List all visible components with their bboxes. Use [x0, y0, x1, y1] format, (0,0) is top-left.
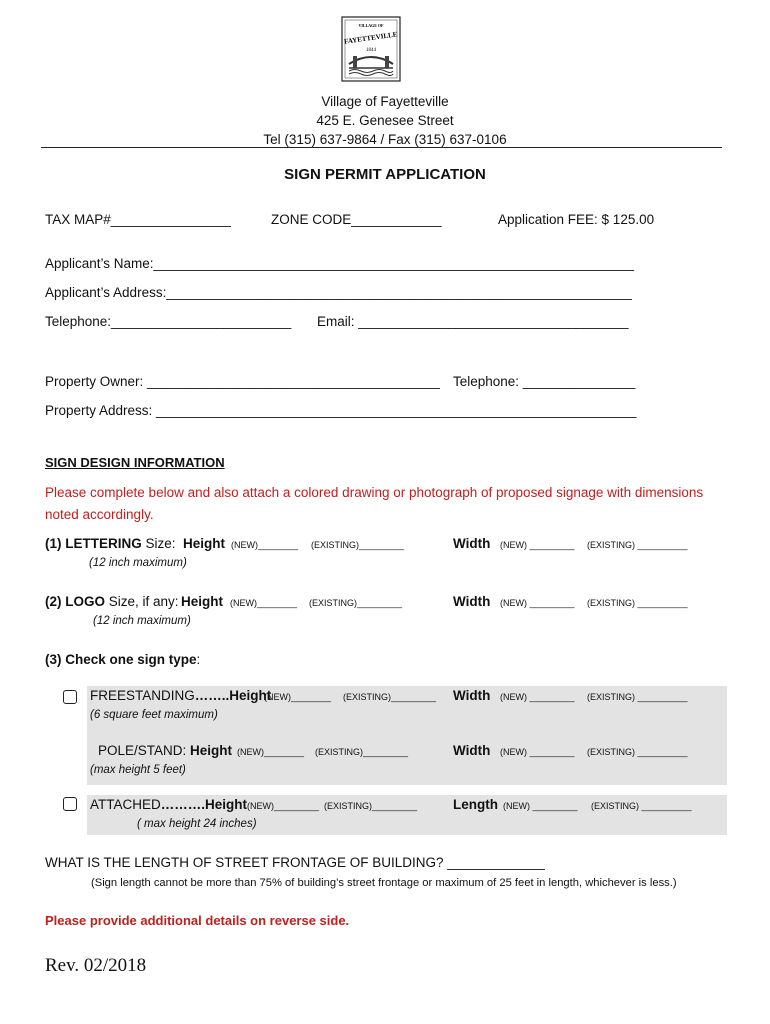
lettering-label [45, 536, 176, 551]
lettering-width-new[interactable]: (NEW) _________ [500, 540, 575, 550]
seal-top-text: VILLAGE OF [358, 23, 384, 28]
logo-height-existing[interactable]: (EXISTING)_________ [309, 598, 403, 608]
lettering-height-label: Height [183, 536, 225, 551]
email-field[interactable]: Email: ____________________________________ [317, 314, 629, 329]
attached-dots: ………. [160, 797, 206, 812]
design-instruction-2: noted accordingly. [45, 507, 154, 522]
attached-label [90, 797, 247, 812]
village-name: Village of Fayetteville [321, 94, 449, 109]
logo-label-rest: Size, if any: [105, 594, 179, 609]
attached-height-new[interactable]: (NEW)_________ [247, 801, 320, 811]
zone-code-field[interactable]: ZONE CODE____________ [271, 212, 442, 227]
seal-name: FAYETTEVILLE [343, 30, 398, 46]
lettering-num: (1) [45, 536, 66, 551]
seal-year: 1844 [366, 48, 376, 53]
freestanding-width-new[interactable]: (NEW) _________ [500, 692, 575, 702]
attached-note: ( max height 24 inches) [137, 818, 257, 830]
attached-label-text: ATTACHED [90, 797, 161, 812]
pole-width-label: Width [453, 743, 491, 758]
pole-height-new[interactable]: (NEW)________ [237, 747, 305, 757]
logo-width-label: Width [453, 594, 491, 609]
logo-num: (2) [45, 594, 66, 609]
check-type-label-bold: (3) Check one sign type [45, 652, 197, 667]
check-type-label [45, 652, 200, 667]
pole-width-existing[interactable]: (EXISTING) __________ [587, 747, 688, 757]
lettering-note: (12 inch maximum) [89, 557, 187, 569]
form-title: SIGN PERMIT APPLICATION [284, 166, 486, 183]
pole-label [98, 743, 232, 758]
attached-length-existing[interactable]: (EXISTING) __________ [591, 801, 692, 811]
village-phones: Tel (315) 637-9864 / Fax (315) 637-0106 [263, 132, 507, 147]
logo-label [45, 594, 179, 609]
revision-label: Rev. 02/2018 [45, 955, 147, 976]
tax-map-field[interactable]: TAX MAP#________________ [45, 212, 231, 227]
freestanding-note: (6 square feet maximum) [90, 709, 218, 721]
lettering-width-existing[interactable]: (EXISTING) __________ [587, 540, 688, 550]
logo-note: (12 inch maximum) [93, 615, 191, 627]
freestanding-label-text: FREESTANDING [90, 688, 195, 703]
attached-length-new[interactable]: (NEW) _________ [503, 801, 578, 811]
lettering-label-bold: LETTERING [65, 536, 142, 551]
freestanding-width-existing[interactable]: (EXISTING) __________ [587, 692, 688, 702]
village-street: 425 E. Genesee Street [316, 113, 454, 128]
pole-label-text: POLE/STAND: [98, 743, 191, 758]
freestanding-dots: …….. [194, 688, 230, 703]
lettering-width-label: Width [453, 536, 491, 551]
lettering-height-new[interactable]: (NEW)________ [231, 540, 299, 550]
application-fee: Application FEE: $ 125.00 [498, 212, 655, 227]
logo-height-new[interactable]: (NEW)________ [230, 598, 298, 608]
freestanding-checkbox[interactable] [63, 690, 77, 704]
telephone-field[interactable]: Telephone:________________________ [45, 314, 292, 329]
check-type-colon: : [196, 652, 201, 667]
lettering-height-existing[interactable]: (EXISTING)_________ [311, 540, 405, 550]
applicant-name-field[interactable]: Applicant’s Name:________________________________________________________________ [45, 256, 635, 271]
pole-note: (max height 5 feet) [90, 764, 186, 776]
pole-height-existing[interactable]: (EXISTING)_________ [315, 747, 409, 757]
property-owner-field[interactable]: Property Owner: _______________________________________ [45, 374, 440, 389]
logo-width-existing[interactable]: (EXISTING) __________ [587, 598, 688, 608]
design-heading: SIGN DESIGN INFORMATION [45, 455, 225, 470]
applicant-address-field[interactable]: Applicant’s Address:______________________________________________________________ [45, 285, 632, 300]
logo-height-label: Height [181, 594, 223, 609]
frontage-question[interactable]: WHAT IS THE LENGTH OF STREET FRONTAGE OF BUILDING? _____________ [45, 855, 545, 870]
logo-label-bold: LOGO [65, 594, 105, 609]
freestanding-height-label: Height [229, 688, 272, 703]
attached-checkbox[interactable] [63, 797, 77, 811]
frontage-note: (Sign length cannot be more than 75% of building’s street frontage or maximum of 25 feet in length, whichever is less.) [91, 877, 677, 889]
attached-height-existing[interactable]: (EXISTING)_________ [324, 801, 418, 811]
owner-telephone-field[interactable]: Telephone: _______________ [453, 374, 636, 389]
pole-height-label: Height [190, 743, 233, 758]
reverse-side-note: Please provide additional details on reverse side. [45, 913, 350, 928]
village-seal [341, 16, 401, 82]
header-rule [41, 147, 722, 148]
attached-length-label: Length [453, 797, 498, 812]
lettering-label-rest: Size: [141, 536, 176, 551]
design-instruction-1: Please complete below and also attach a colored drawing or photograph of proposed signage with dimensions [45, 485, 704, 500]
attached-height-label: Height [205, 797, 248, 812]
property-address-field[interactable]: Property Address: ________________________________________________________________ [45, 403, 637, 418]
freestanding-height-existing[interactable]: (EXISTING)_________ [343, 692, 437, 702]
freestanding-width-label: Width [453, 688, 491, 703]
freestanding-height-new[interactable]: (NEW)________ [264, 692, 332, 702]
pole-width-new[interactable]: (NEW) _________ [500, 747, 575, 757]
freestanding-label [90, 688, 271, 703]
logo-width-new[interactable]: (NEW) _________ [500, 598, 575, 608]
